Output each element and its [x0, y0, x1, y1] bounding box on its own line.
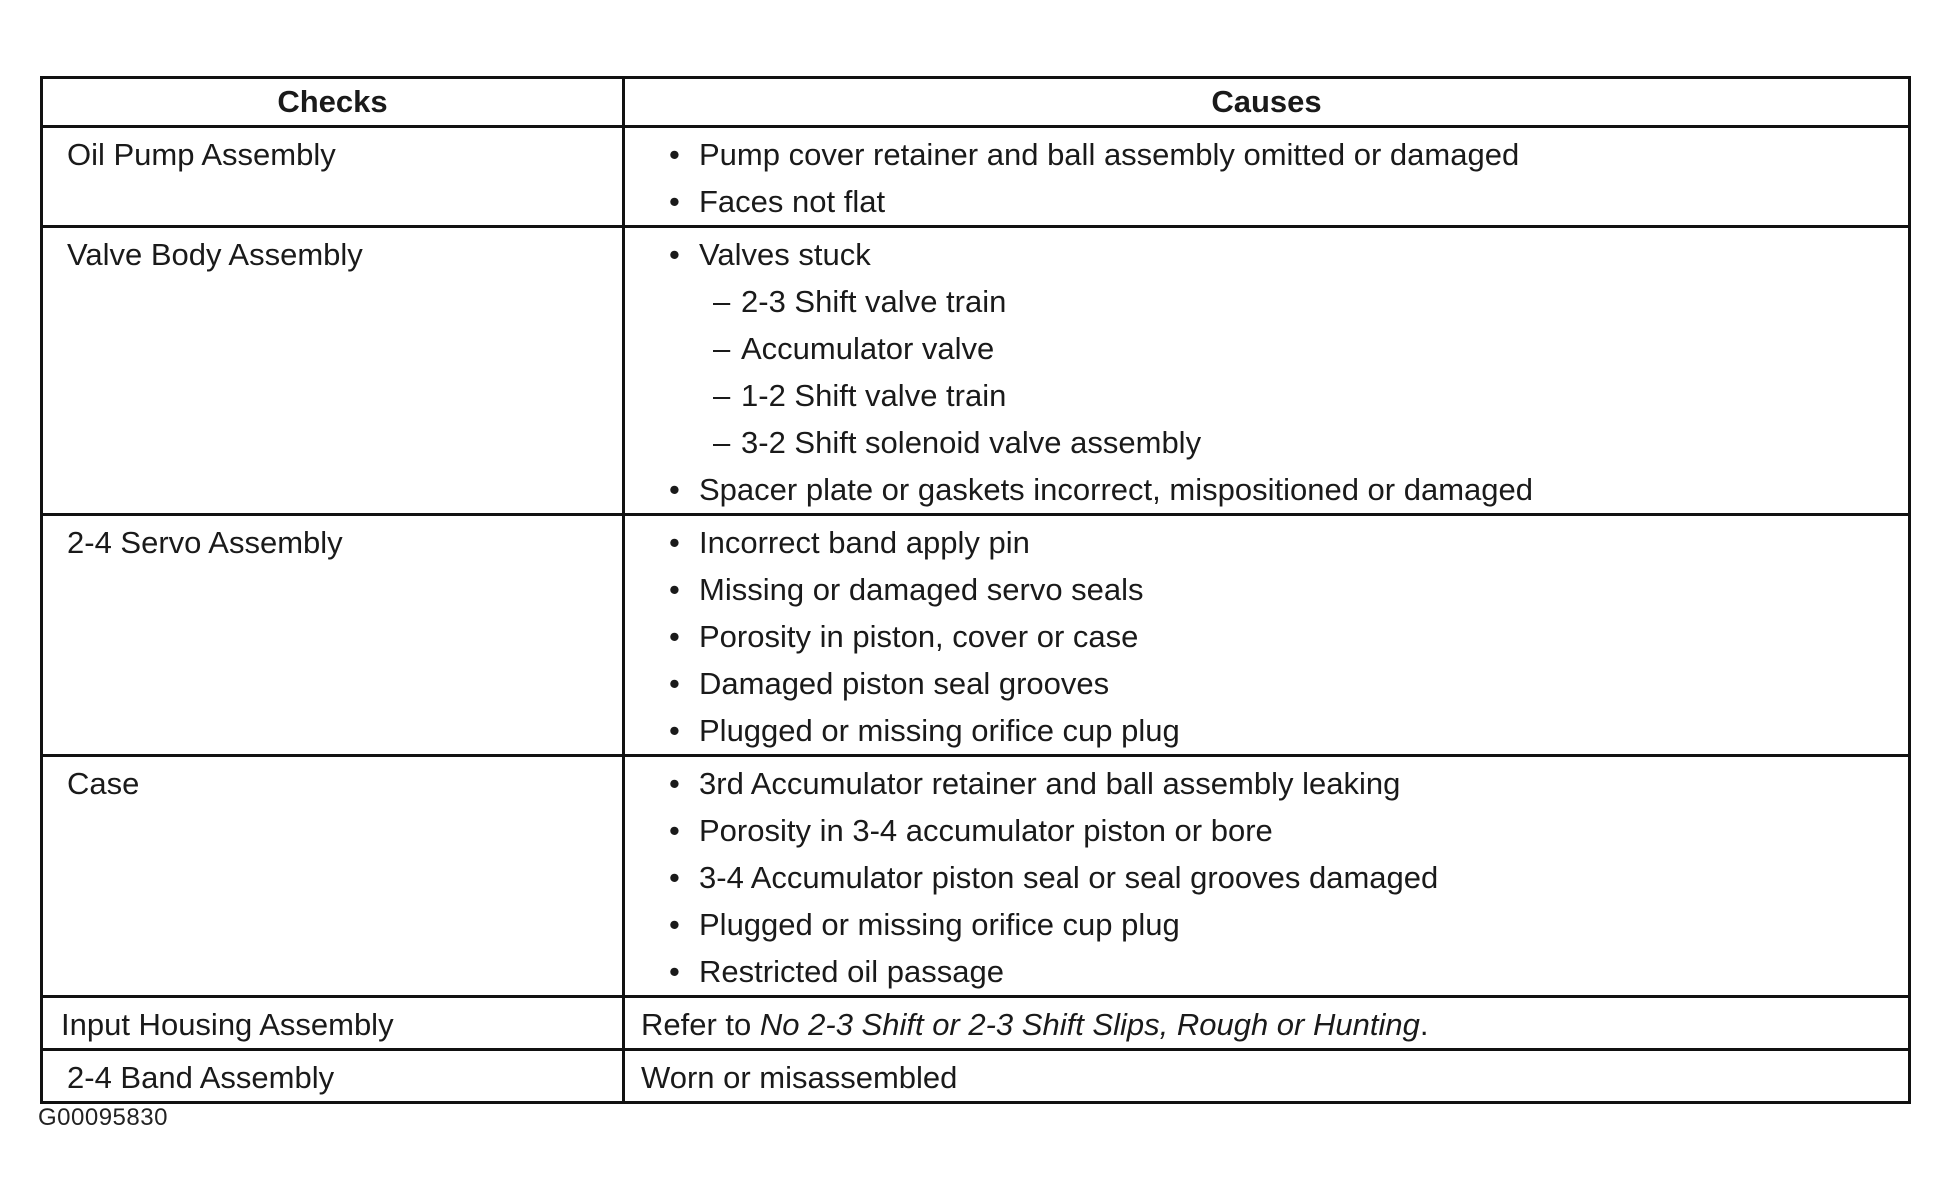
causes-cell: [624, 515, 1910, 756]
cause-item: [669, 566, 1908, 613]
check-cell: 2-4 Band Assembly: [42, 1050, 624, 1103]
cause-text: Pump cover retainer and ball assembly omitted or damaged: [699, 137, 1520, 172]
cause-text: 3rd Accumulator retainer and ball assembly leaking: [699, 766, 1401, 801]
check-cell: Valve Body Assembly: [42, 227, 624, 515]
cause-item: [669, 519, 1908, 566]
cause-subitem: [669, 278, 1908, 325]
cause-text: Accumulator valve: [741, 331, 995, 366]
bullet-icon: •: [669, 766, 680, 801]
cause-text: Porosity in 3-4 accumulator piston or bore: [699, 813, 1273, 848]
dash-icon: –: [713, 378, 731, 413]
diagnosis-table: [40, 76, 1911, 1104]
table-row: [42, 756, 1910, 997]
refer-suffix: .: [1419, 1007, 1429, 1042]
cause-text: Incorrect band apply pin: [699, 525, 1030, 560]
bullet-icon: •: [669, 954, 680, 989]
cause-item: [669, 948, 1908, 995]
bullet-icon: •: [669, 137, 680, 172]
check-cell: Oil Pump Assembly: [42, 127, 624, 227]
causes-cell: Worn or misassembled: [624, 1050, 1910, 1103]
cause-item: [669, 178, 1908, 225]
table-header-row: [42, 78, 1910, 127]
causes-cell: [624, 127, 1910, 227]
check-cell: Input Housing Assembly: [42, 997, 624, 1050]
table-row: [42, 127, 1910, 227]
figure-id: G00095830: [38, 1104, 168, 1131]
bullet-icon: •: [669, 619, 680, 654]
cause-item: [669, 131, 1908, 178]
cause-subitem: [669, 372, 1908, 419]
cause-text: Plugged or missing orifice cup plug: [699, 907, 1180, 942]
bullet-icon: •: [669, 237, 680, 272]
bullet-icon: •: [669, 860, 680, 895]
cause-text: Restricted oil passage: [699, 954, 1004, 989]
bullet-icon: •: [669, 813, 680, 848]
cause-item: [669, 613, 1908, 660]
cause-item: [669, 854, 1908, 901]
cause-text: Valves stuck: [699, 237, 871, 272]
bullet-icon: •: [669, 713, 680, 748]
table-row: [42, 997, 1910, 1050]
cause-text: Faces not flat: [699, 184, 886, 219]
table-row: [42, 227, 1910, 515]
refer-prefix: Refer to: [641, 1007, 760, 1042]
cause-text: Plugged or missing orifice cup plug: [699, 713, 1180, 748]
table-row: [42, 515, 1910, 756]
cause-text: 2-3 Shift valve train: [741, 284, 1007, 319]
causes-cell: [624, 227, 1910, 515]
diagnosis-table-container: [40, 76, 1908, 1104]
check-cell: Case: [42, 756, 624, 997]
cause-text: Spacer plate or gaskets incorrect, mispositioned or damaged: [699, 472, 1533, 507]
header-checks: Checks: [42, 78, 624, 127]
causes-cell: [624, 756, 1910, 997]
cause-item: [669, 660, 1908, 707]
cause-text: 3-4 Accumulator piston seal or seal grooves damaged: [699, 860, 1439, 895]
header-causes: Causes: [624, 78, 1910, 127]
dash-icon: –: [713, 331, 731, 366]
cause-item: [669, 901, 1908, 948]
refer-link[interactable]: No 2-3 Shift or 2-3 Shift Slips, Rough or Hunting: [759, 1007, 1420, 1042]
bullet-icon: •: [669, 907, 680, 942]
bullet-icon: •: [669, 525, 680, 560]
bullet-icon: •: [669, 472, 680, 507]
cause-item: [669, 760, 1908, 807]
cause-item: [669, 707, 1908, 754]
table-row: [42, 1050, 1910, 1103]
cause-text: 3-2 Shift solenoid valve assembly: [741, 425, 1202, 460]
cause-item: [669, 466, 1908, 513]
check-cell: 2-4 Servo Assembly: [42, 515, 624, 756]
bullet-icon: •: [669, 184, 680, 219]
cause-text: 1-2 Shift valve train: [741, 378, 1007, 413]
dash-icon: –: [713, 284, 731, 319]
cause-subitem: [669, 325, 1908, 372]
cause-text: Damaged piston seal grooves: [699, 666, 1110, 701]
causes-cell: [624, 997, 1910, 1050]
cause-subitem: [669, 419, 1908, 466]
bullet-icon: •: [669, 572, 680, 607]
cause-text: Missing or damaged servo seals: [699, 572, 1144, 607]
cause-item: [669, 807, 1908, 854]
dash-icon: –: [713, 425, 731, 460]
cause-text: Porosity in piston, cover or case: [699, 619, 1139, 654]
cause-item: [669, 231, 1908, 278]
bullet-icon: •: [669, 666, 680, 701]
